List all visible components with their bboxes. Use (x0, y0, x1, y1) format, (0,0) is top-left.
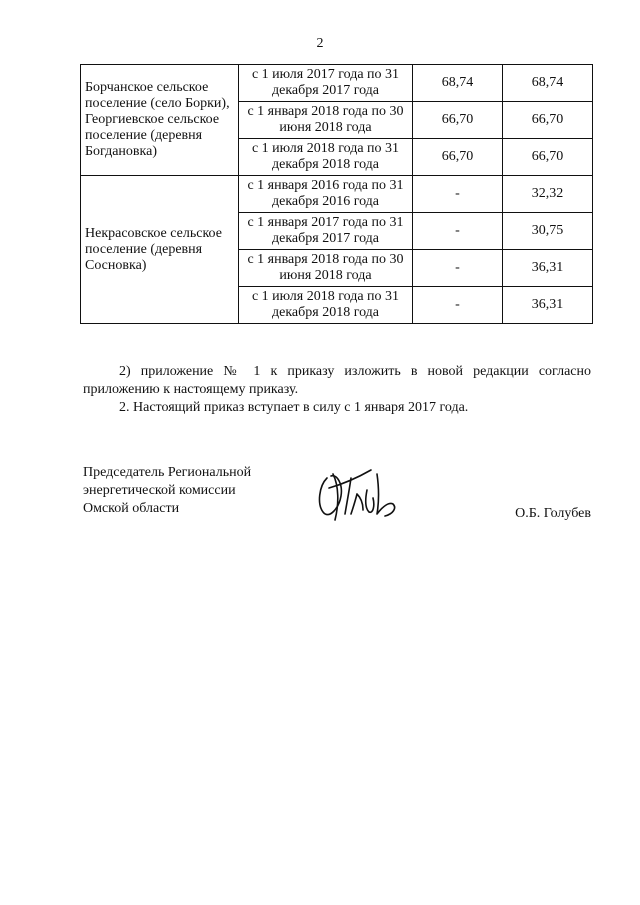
area-cell: Борчанское сельское поселение (село Борки), Георгиевское сельское поселение (деревня Богдановка) (81, 65, 239, 176)
period-cell: с 1 января 2018 года по 30 июня 2018 года (239, 250, 413, 287)
value-cell: 36,31 (503, 287, 593, 324)
signatory-title (83, 464, 251, 518)
period-cell: с 1 июля 2018 года по 31 декабря 2018 года (239, 287, 413, 324)
period-cell: с 1 июля 2017 года по 31 декабря 2017 года (239, 65, 413, 102)
value-cell: 66,70 (413, 102, 503, 139)
value-cell: 36,31 (503, 250, 593, 287)
signatory-title-line: Омской области (83, 501, 180, 516)
tariff-table (80, 64, 593, 324)
area-cell: Некрасовское сельское поселение (деревня Сосновка) (81, 176, 239, 324)
signature-block (83, 464, 591, 534)
value-cell: - (413, 176, 503, 213)
value-cell: - (413, 250, 503, 287)
period-cell: с 1 июля 2018 года по 31 декабря 2018 года (239, 139, 413, 176)
page-number: 2 (316, 36, 324, 51)
body-text (83, 363, 591, 417)
period-cell: с 1 января 2016 года по 31 декабря 2016 года (239, 176, 413, 213)
value-cell: 66,70 (503, 139, 593, 176)
effective-date-paragraph: 2. Настоящий приказ вступает в силу с 1 января 2017 года. (119, 400, 469, 415)
table-row (81, 65, 593, 102)
value-cell: - (413, 287, 503, 324)
value-cell: 66,70 (503, 102, 593, 139)
value-cell: 32,32 (503, 176, 593, 213)
value-cell: 30,75 (503, 213, 593, 250)
amendment-paragraph: 2) приложение № 1 к приказу изложить в новой редакции согласно приложению к настоящему приказу. (83, 364, 591, 397)
period-cell: с 1 января 2017 года по 31 декабря 2017 года (239, 213, 413, 250)
period-cell: с 1 января 2018 года по 30 июня 2018 года (239, 102, 413, 139)
signatory-title-line: энергетической комиссии (83, 483, 236, 498)
signatory-name: О.Б. Голубев (515, 506, 591, 521)
handwritten-signature (313, 464, 405, 524)
value-cell: 66,70 (413, 139, 503, 176)
signatory-title-line: Председатель Региональной (83, 465, 252, 480)
value-cell: 68,74 (503, 65, 593, 102)
table-row (81, 176, 593, 213)
value-cell: - (413, 213, 503, 250)
value-cell: 68,74 (413, 65, 503, 102)
